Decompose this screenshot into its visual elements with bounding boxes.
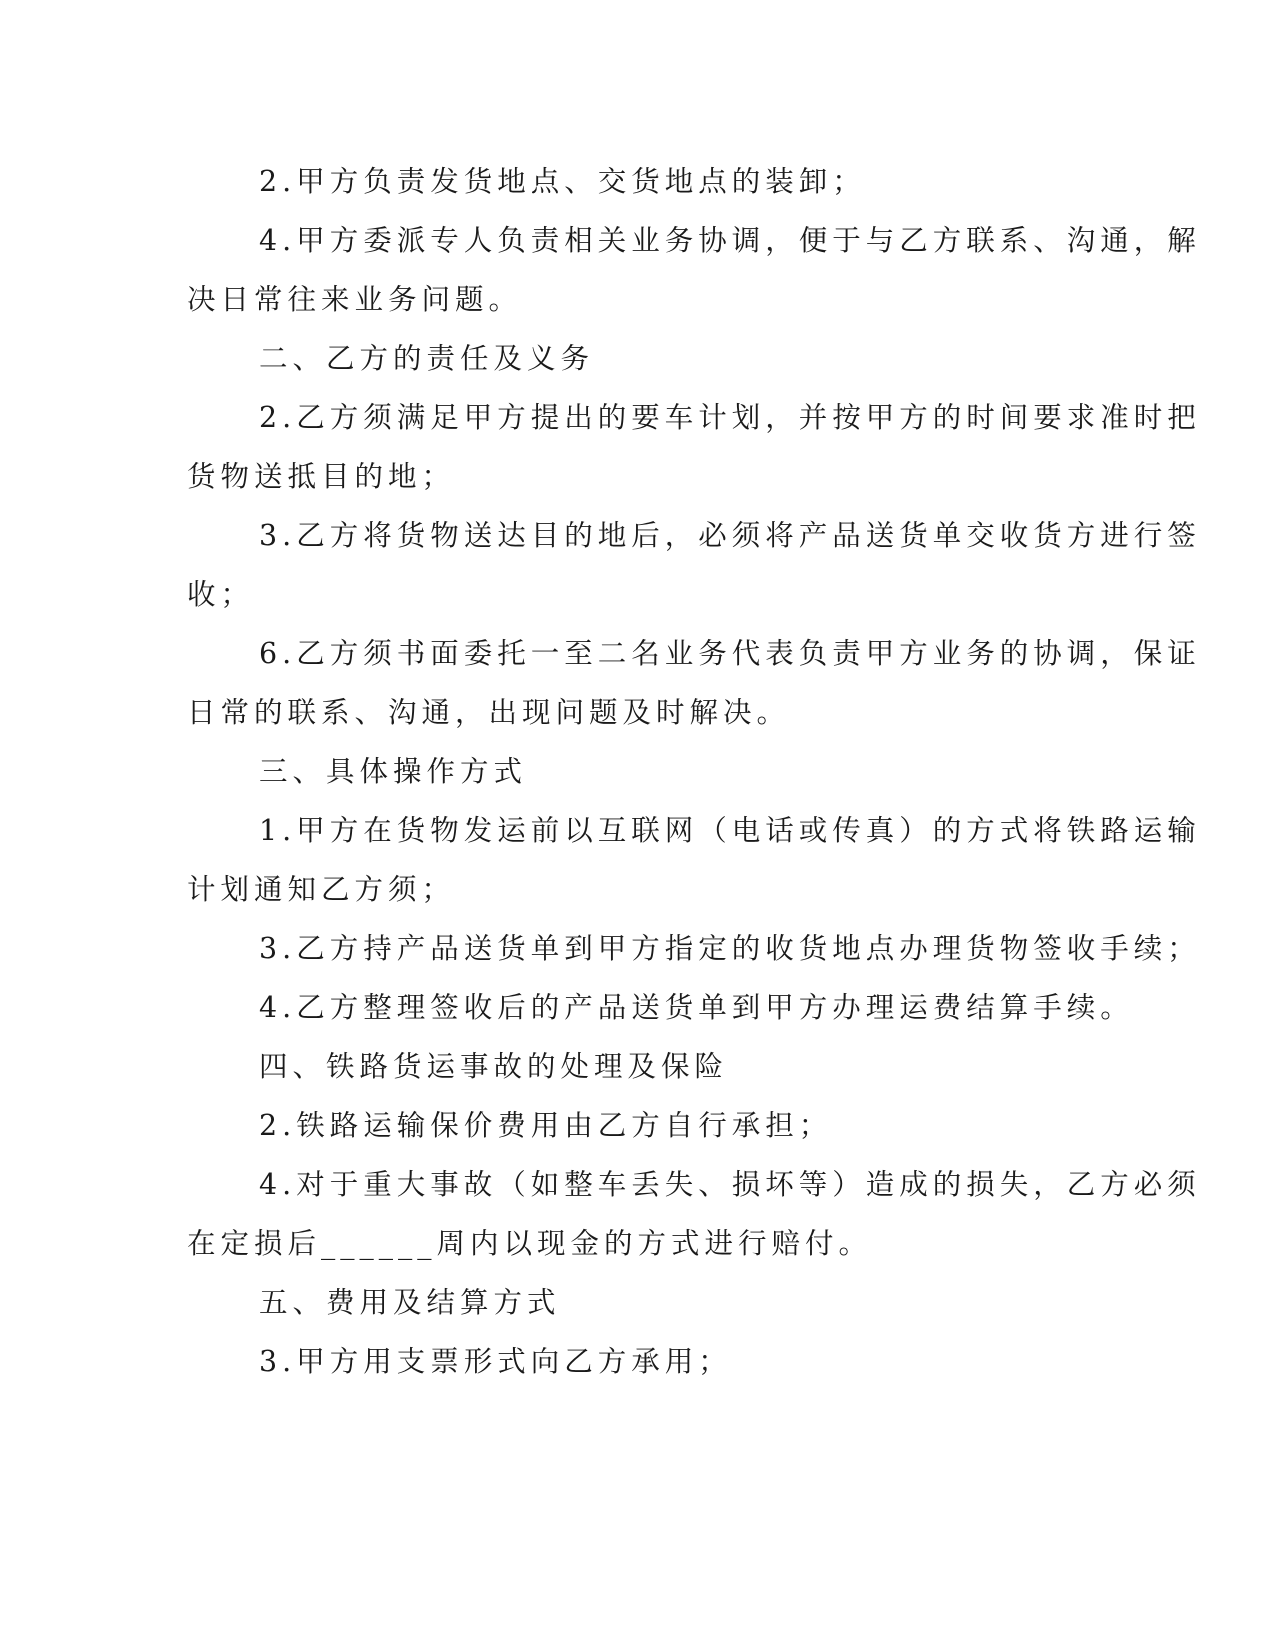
section-heading: 二、乙方的责任及义务: [259, 342, 595, 375]
text-line: 3.乙方将货物送达目的地后，必须将产品送货单交收货方进行签: [259, 519, 1201, 552]
text-line: 4.甲方委派专人负责相关业务协调，便于与乙方联系、沟通，解: [259, 224, 1201, 257]
section-heading: 五、费用及结算方式: [259, 1286, 561, 1319]
section-heading: 四、铁路货运事故的处理及保险: [259, 1050, 729, 1083]
text-line: 4.乙方整理签收后的产品送货单到甲方办理运费结算手续。: [259, 991, 1134, 1024]
text-line: 在定损后______周内以现金的方式进行赔付。: [187, 1227, 873, 1260]
text-line: 3.甲方用支票形式向乙方承用；: [259, 1345, 732, 1378]
text-line: 1.甲方在货物发运前以互联网（电话或传真）的方式将铁路运输: [259, 814, 1201, 847]
text-line: 计划通知乙方须；: [187, 873, 456, 906]
text-line: 日常的联系、沟通，出现问题及时解决。: [187, 696, 791, 729]
text-line: 2.铁路运输保价费用由乙方自行承担；: [259, 1109, 833, 1142]
section-heading: 三、具体操作方式: [259, 755, 528, 788]
text-line: 2.甲方负责发货地点、交货地点的装卸；: [259, 165, 866, 198]
text-line: 2.乙方须满足甲方提出的要车计划，并按甲方的时间要求准时把: [259, 401, 1201, 434]
text-line: 4.对于重大事故（如整车丢失、损坏等）造成的损失，乙方必须: [259, 1168, 1201, 1201]
text-line: 决日常往来业务问题。: [187, 283, 523, 316]
text-line: 收；: [187, 578, 255, 611]
text-line: 6.乙方须书面委托一至二名业务代表负责甲方业务的协调，保证: [259, 637, 1201, 670]
text-line: 货物送抵目的地；: [187, 460, 456, 493]
text-line: 3.乙方持产品送货单到甲方指定的收货地点办理货物签收手续；: [259, 932, 1201, 965]
